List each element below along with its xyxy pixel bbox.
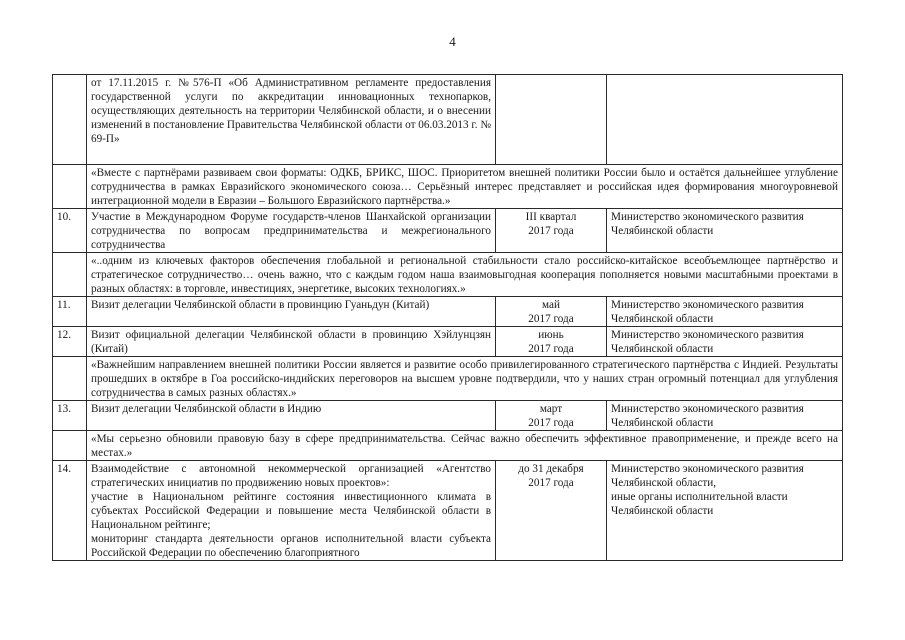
row-number: 13. bbox=[53, 401, 87, 431]
table-row bbox=[53, 75, 843, 165]
term-line-1: III квартал bbox=[525, 211, 577, 223]
term-cell bbox=[496, 461, 607, 561]
row-number-cell bbox=[53, 75, 87, 165]
event-cell: Участие в Международном Форуме государств-членов Шанхайской организации сотрудничества по вопросам предпринимательства и межрегионального сотрудничества bbox=[87, 209, 496, 253]
row-number: 14. bbox=[53, 461, 87, 561]
row-number: 11. bbox=[53, 297, 87, 327]
table-row bbox=[53, 209, 843, 253]
quote-row bbox=[53, 357, 843, 401]
term-line-2: 2017 года bbox=[528, 417, 574, 429]
event-paragraph-2: участие в Национальном рейтинге состояния инвестиционного климата в субъектах Российской Федерации и повышение места Челябинской области в Национальном рейтинге; bbox=[91, 491, 491, 531]
responsible-cell bbox=[607, 75, 843, 165]
event-cell bbox=[87, 461, 496, 561]
term-cell bbox=[496, 327, 607, 357]
term-line-1: июнь bbox=[538, 329, 564, 341]
responsible-cell: Министерство экономического развития Челябинской области bbox=[607, 401, 843, 431]
responsible-cell: Министерство экономического развития Челябинской области bbox=[607, 297, 843, 327]
table-row bbox=[53, 401, 843, 431]
quote-text: «..одним из ключевых факторов обеспечения глобальной и региональной стабильности стало российско-китайское всеобъемлющее партнёрство и стратегическое сотрудничество… очень важно, что с каждым годом наша взаимовыгодная кооперация пополняется новыми масштабными проектами в разных областях: в торговле, инвестициях, энергетике, высоких технологиях.» bbox=[87, 253, 843, 297]
quote-text: «Вместе с партнёрами развиваем свои форматы: ОДКБ, БРИКС, ШОС. Приоритетом внешней политики России было и остаётся дальнейшее углубление сотрудничества в рамках Евразийского экономического союза… Серьёзный интерес представляет и российская идея формирования многоуровневой интеграционной модели в Евразии – Большого Евразийского партнёрства.» bbox=[87, 165, 843, 209]
quote-text: «Мы серьезно обновили правовую базу в сфере предпринимательства. Сейчас важно обеспечить эффективное правоприменение, и прежде всего на местах.» bbox=[87, 431, 843, 461]
responsible-line-2: иные органы исполнительной власти Челябинской области bbox=[611, 491, 788, 517]
term-line-2: 2017 года bbox=[528, 343, 574, 355]
responsible-cell: Министерство экономического развития Челябинской области bbox=[607, 209, 843, 253]
term-line-1: май bbox=[542, 299, 560, 311]
table-row bbox=[53, 461, 843, 561]
event-cell: Визит делегации Челябинской области в провинцию Гуаньдун (Китай) bbox=[87, 297, 496, 327]
row-number-cell bbox=[53, 165, 87, 209]
row-number-cell bbox=[53, 253, 87, 297]
term-line-1: до 31 декабря bbox=[518, 463, 584, 475]
term-line-1: март bbox=[539, 403, 563, 415]
events-plan-table bbox=[52, 74, 843, 561]
page-number: 4 bbox=[449, 34, 456, 49]
quote-row bbox=[53, 165, 843, 209]
quote-row bbox=[53, 431, 843, 461]
event-cell: Визит делегации Челябинской области в Индию bbox=[87, 401, 496, 431]
responsible-cell: Министерство экономического развития Челябинской области bbox=[607, 327, 843, 357]
row-number-cell bbox=[53, 357, 87, 401]
event-paragraph-3: мониторинг стандарта деятельности органов исполнительной власти субъекта Российской Федерации по обеспечению благоприятного bbox=[91, 533, 491, 559]
term-line-2: 2017 года bbox=[528, 313, 574, 325]
table-row bbox=[53, 297, 843, 327]
event-cell: от 17.11.2015 г. №576-П «Об Административном регламенте предоставления государственной услуги по аккредитации инновационных технопарков, осуществляющих деятельность на территории Челябинской области, и о внесении изменений в постановление Правительства Челябинской области от 06.03.2013 г. № 69-П» bbox=[87, 75, 496, 165]
term-cell bbox=[496, 75, 607, 165]
responsible-cell bbox=[607, 461, 843, 561]
term-cell bbox=[496, 297, 607, 327]
quote-row bbox=[53, 253, 843, 297]
row-number: 12. bbox=[53, 327, 87, 357]
term-cell bbox=[496, 401, 607, 431]
quote-text: «Важнейшим направлением внешней политики России является и развитие особо привилегированного стратегического партнёрства с Индией. Результаты прошедших в октябре в Гоа российско-индийских переговоров на высшем уровне подтвердили, что у наших стран огромный потенциал для углубления сотрудничества в самых разных областях.» bbox=[87, 357, 843, 401]
table-row bbox=[53, 327, 843, 357]
term-line-2: 2017 года bbox=[528, 225, 574, 237]
term-line-2: 2017 года bbox=[528, 477, 574, 489]
responsible-line-1: Министерство экономического развития Челябинской области, bbox=[611, 463, 804, 489]
row-number-cell bbox=[53, 431, 87, 461]
row-number: 10. bbox=[53, 209, 87, 253]
term-cell bbox=[496, 209, 607, 253]
event-paragraph-1: Взаимодействие с автономной некоммерческой организацией «Агентство стратегических инициатив по продвижению новых проектов»: bbox=[91, 463, 491, 489]
event-cell: Визит официальной делегации Челябинской области в провинцию Хэйлунцзян (Китай) bbox=[87, 327, 496, 357]
